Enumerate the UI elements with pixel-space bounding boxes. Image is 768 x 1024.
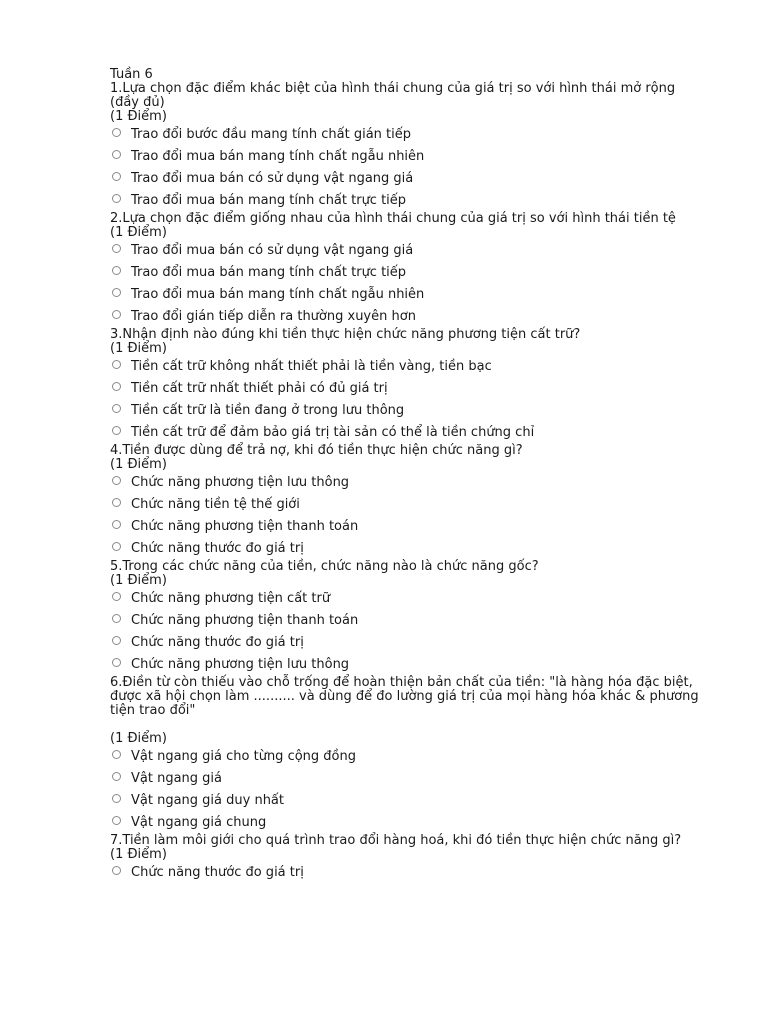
- radio-button-icon[interactable]: [112, 426, 121, 435]
- question-text: 3.Nhận định nào đúng khi tiền thực hiện chức năng phương tiện cất trữ?: [110, 327, 581, 342]
- document: [110, 67, 703, 884]
- option-label: Trao đổi mua bán mang tính chất trực tiếp: [131, 193, 407, 208]
- option-label: Trao đổi bước đầu mang tính chất gián tiếp: [131, 127, 412, 142]
- radio-button-icon[interactable]: [112, 266, 121, 275]
- option-label: Chức năng phương tiện cất trữ: [131, 591, 331, 606]
- option-label: Chức năng thước đo giá trị: [131, 865, 304, 880]
- radio-button-icon[interactable]: [112, 614, 121, 623]
- question-points: (1 Điểm): [110, 847, 167, 862]
- option-label: Tiền cất trữ không nhất thiết phải là tiền vàng, tiền bạc: [131, 359, 492, 374]
- option-label: Vật ngang giá: [131, 771, 222, 786]
- answer-option[interactable]: [110, 746, 700, 768]
- answer-option[interactable]: [110, 146, 700, 168]
- radio-button-icon[interactable]: [112, 750, 121, 759]
- option-label: Chức năng phương tiện lưu thông: [131, 657, 350, 672]
- answer-option[interactable]: [110, 790, 700, 812]
- answer-option[interactable]: [110, 400, 700, 422]
- spacer: [110, 718, 700, 732]
- option-label: Vật ngang giá chung: [131, 815, 267, 830]
- radio-button-icon[interactable]: [112, 816, 121, 825]
- answer-option[interactable]: [110, 862, 700, 884]
- option-label: Chức năng phương tiện lưu thông: [131, 475, 350, 490]
- answer-option[interactable]: [110, 168, 700, 190]
- answer-option[interactable]: [110, 240, 700, 262]
- radio-button-icon[interactable]: [112, 498, 121, 507]
- option-label: Trao đổi mua bán mang tính chất ngẫu nhiên: [131, 149, 425, 164]
- option-label: Trao đổi mua bán có sử dụng vật ngang giá: [131, 171, 414, 186]
- answer-option[interactable]: [110, 472, 700, 494]
- answer-option[interactable]: [110, 494, 700, 516]
- radio-button-icon[interactable]: [112, 150, 121, 159]
- question-points: (1 Điểm): [110, 109, 167, 124]
- option-label: Vật ngang giá duy nhất: [131, 793, 284, 808]
- question-points: (1 Điểm): [110, 731, 167, 746]
- radio-button-icon[interactable]: [112, 794, 121, 803]
- question-6: [110, 675, 703, 834]
- question-points: (1 Điểm): [110, 573, 167, 588]
- answer-option[interactable]: [110, 768, 700, 790]
- answer-option[interactable]: [110, 516, 700, 538]
- radio-button-icon[interactable]: [112, 244, 121, 253]
- question-text: 7.Tiền làm môi giới cho quá trình trao đổi hàng hoá, khi đó tiền thực hiện chức năng gì?: [110, 833, 682, 848]
- option-label: Trao đổi gián tiếp diễn ra thường xuyên hơn: [131, 309, 416, 324]
- radio-button-icon[interactable]: [112, 404, 121, 413]
- answer-option[interactable]: [110, 124, 700, 146]
- question-points: (1 Điểm): [110, 341, 167, 356]
- question-points: (1 Điểm): [110, 457, 167, 472]
- radio-button-icon[interactable]: [112, 636, 121, 645]
- answer-option[interactable]: [110, 284, 700, 306]
- option-label: Chức năng tiền tệ thế giới: [131, 497, 300, 512]
- question-3: [110, 328, 700, 444]
- radio-button-icon[interactable]: [112, 866, 121, 875]
- question-2: [110, 212, 700, 328]
- answer-option[interactable]: [110, 190, 700, 212]
- answer-option[interactable]: [110, 356, 700, 378]
- question-5: [110, 560, 700, 676]
- answer-option[interactable]: [110, 538, 700, 560]
- radio-button-icon[interactable]: [112, 772, 121, 781]
- option-label: Chức năng phương tiện thanh toán: [131, 613, 359, 628]
- question-7: [110, 834, 700, 884]
- option-label: Trao đổi mua bán mang tính chất trực tiếp: [131, 265, 407, 280]
- option-label: Tiền cất trữ là tiền đang ở trong lưu thông: [131, 403, 405, 418]
- page-title: Tuần 6: [110, 67, 153, 82]
- radio-button-icon[interactable]: [112, 288, 121, 297]
- option-label: Trao đổi mua bán mang tính chất ngẫu nhiên: [131, 287, 425, 302]
- radio-button-icon[interactable]: [112, 128, 121, 137]
- question-1: [110, 82, 700, 212]
- answer-option[interactable]: [110, 632, 700, 654]
- question-text: 1.Lựa chọn đặc điểm khác biệt của hình thái chung của giá trị so với hình thái mở rộng (đầy đủ): [110, 81, 680, 110]
- option-label: Tiền cất trữ để đảm bảo giá trị tài sản có thể là tiền chứng chỉ: [131, 425, 535, 440]
- radio-button-icon[interactable]: [112, 382, 121, 391]
- option-label: Tiền cất trữ nhất thiết phải có đủ giá trị: [131, 381, 388, 396]
- radio-button-icon[interactable]: [112, 592, 121, 601]
- option-label: Chức năng thước đo giá trị: [131, 635, 304, 650]
- answer-option[interactable]: [110, 812, 700, 834]
- question-text: 2.Lựa chọn đặc điểm giống nhau của hình thái chung của giá trị so với hình thái tiền tệ: [110, 211, 676, 226]
- radio-button-icon[interactable]: [112, 476, 121, 485]
- question-text: 4.Tiền được dùng để trả nợ, khi đó tiền thực hiện chức năng gì?: [110, 443, 523, 458]
- option-label: Trao đổi mua bán có sử dụng vật ngang giá: [131, 243, 414, 258]
- answer-option[interactable]: [110, 654, 700, 676]
- question-text: 5.Trong các chức năng của tiền, chức năng nào là chức năng gốc?: [110, 559, 539, 574]
- radio-button-icon[interactable]: [112, 520, 121, 529]
- option-label: Chức năng phương tiện thanh toán: [131, 519, 359, 534]
- answer-option[interactable]: [110, 262, 700, 284]
- option-label: Vật ngang giá cho từng cộng đồng: [131, 749, 356, 764]
- answer-option[interactable]: [110, 588, 700, 610]
- radio-button-icon[interactable]: [112, 542, 121, 551]
- question-text: 6.Điền từ còn thiếu vào chỗ trống để hoàn thiện bản chất của tiền: "là hàng hóa đặc biệt, được xã hội chọn làm .......... và dùng để đo lường giá trị của mọi hàng hóa khác & phương tiện trao đổi": [110, 675, 703, 718]
- question-points: (1 Điểm): [110, 225, 167, 240]
- radio-button-icon[interactable]: [112, 172, 121, 181]
- option-label: Chức năng thước đo giá trị: [131, 541, 304, 556]
- question-4: [110, 444, 700, 560]
- radio-button-icon[interactable]: [112, 360, 121, 369]
- radio-button-icon[interactable]: [112, 194, 121, 203]
- answer-option[interactable]: [110, 306, 700, 328]
- answer-option[interactable]: [110, 422, 700, 444]
- answer-option[interactable]: [110, 610, 700, 632]
- answer-option[interactable]: [110, 378, 700, 400]
- radio-button-icon[interactable]: [112, 310, 121, 319]
- radio-button-icon[interactable]: [112, 658, 121, 667]
